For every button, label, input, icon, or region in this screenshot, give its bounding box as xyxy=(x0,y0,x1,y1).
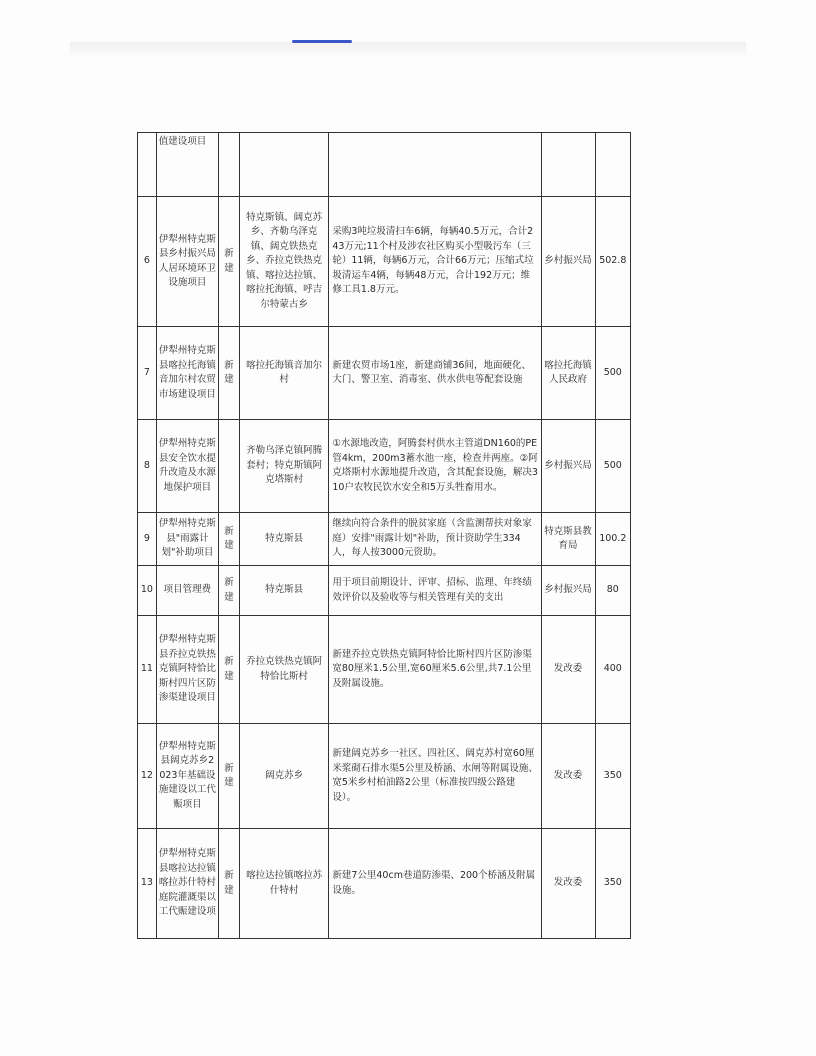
fund-amount: 500 xyxy=(595,327,630,420)
row-number: 13 xyxy=(138,829,157,939)
table-row xyxy=(138,513,631,566)
construction-content: 新建乔拉克铁热克镇阿特恰比斯村四片区防渗渠宽80厘米1.5公里,宽60厘米5.6公里,共7.1公里及附属设施。 xyxy=(329,616,541,724)
responsible-unit: 发改委 xyxy=(541,724,595,829)
project-location: 阔克苏乡 xyxy=(239,724,328,829)
construction-type: 新建 xyxy=(219,829,240,939)
construction-content xyxy=(329,133,541,197)
project-name: 伊犁州特克斯县乡村振兴局人居环境环卫设施项目 xyxy=(156,197,218,327)
table-row xyxy=(138,724,631,829)
row-number: 10 xyxy=(138,566,157,616)
table-row xyxy=(138,197,631,327)
construction-content: 用于项目前期设计、评审、招标、监理、年终绩效评价以及验收等与相关管理有关的支出 xyxy=(329,566,541,616)
fund-amount: 350 xyxy=(595,829,630,939)
construction-content: 新建7公里40cm巷道防渗渠、200个桥涵及附属设施。 xyxy=(329,829,541,939)
construction-type: 新建 xyxy=(219,197,240,327)
construction-content: 继续向符合条件的脱贫家庭（含监测帮扶对象家庭）安排"雨露计划"补助，预计资助学生334人，每人按3000元资助。 xyxy=(329,513,541,566)
responsible-unit: 乡村振兴局 xyxy=(541,420,595,513)
construction-type xyxy=(219,420,240,513)
project-name: 伊犁州特克斯县喀拉托海镇音加尔村农贸市场建设项目 xyxy=(156,327,218,420)
table-row xyxy=(138,133,631,197)
project-location: 特克斯县 xyxy=(239,513,328,566)
responsible-unit xyxy=(541,133,595,197)
project-table xyxy=(137,132,631,939)
fund-amount: 502.8 xyxy=(595,197,630,327)
project-name: 伊犁州特克斯县喀拉达拉镇喀拉苏什特村庭院灌溉渠以工代赈建设项 xyxy=(156,829,218,939)
fund-amount: 100.2 xyxy=(595,513,630,566)
construction-type: 新建 xyxy=(219,327,240,420)
project-location: 喀拉托海镇音加尔村 xyxy=(239,327,328,420)
table-row xyxy=(138,566,631,616)
project-name: 伊犁州特克斯县乔拉克铁热克镇阿特恰比斯村四片区防渗渠建设项目 xyxy=(156,616,218,724)
construction-content: 新建阔克苏乡一社区、四社区、阔克苏村宽60厘米浆砌石排水渠5公里及桥涵、水闸等附属设施、宽5米乡村柏油路2公里（标准按四级公路建设）。 xyxy=(329,724,541,829)
ink-mark xyxy=(292,40,352,43)
construction-content: 新建农贸市场1座，新建商铺36间，地面硬化、大门、警卫室、消毒室、供水供电等配套设施 xyxy=(329,327,541,420)
responsible-unit: 发改委 xyxy=(541,616,595,724)
row-number: 6 xyxy=(138,197,157,327)
fund-amount: 500 xyxy=(595,420,630,513)
project-location: 特克斯镇、阔克苏乡、齐勒乌泽克镇、阔克铁热克乡、乔拉克铁热克镇、喀拉达拉镇、喀拉托海镇、呼吉尔特蒙古乡 xyxy=(239,197,328,327)
construction-type xyxy=(219,133,240,197)
construction-type: 新建 xyxy=(219,724,240,829)
fund-amount: 350 xyxy=(595,724,630,829)
row-number xyxy=(138,133,157,197)
project-location: 特克斯县 xyxy=(239,566,328,616)
row-number: 12 xyxy=(138,724,157,829)
row-number: 11 xyxy=(138,616,157,724)
table-row xyxy=(138,616,631,724)
project-name: 伊犁州特克斯县阔克苏乡2023年基础设施建设以工代赈项目 xyxy=(156,724,218,829)
responsible-unit: 喀拉托海镇人民政府 xyxy=(541,327,595,420)
responsible-unit: 乡村振兴局 xyxy=(541,566,595,616)
project-location: 乔拉克铁热克镇阿特恰比斯村 xyxy=(239,616,328,724)
fund-amount xyxy=(595,133,630,197)
construction-type: 新建 xyxy=(219,566,240,616)
scan-edge-band xyxy=(70,42,746,56)
responsible-unit: 乡村振兴局 xyxy=(541,197,595,327)
construction-type: 新建 xyxy=(219,513,240,566)
construction-content: 采购3吨垃圾清扫车6辆，每辆40.5万元，合计243万元;11个村及涉农社区购买小型吸污车（三轮）11辆，每辆6万元，合计66万元；压缩式垃圾清运车4辆，每辆48万元，合计192万元；维修工具1.8万元。 xyxy=(329,197,541,327)
row-number: 8 xyxy=(138,420,157,513)
row-number: 9 xyxy=(138,513,157,566)
fund-amount: 400 xyxy=(595,616,630,724)
project-name: 项目管理费 xyxy=(156,566,218,616)
project-name: 值建设项目 xyxy=(156,133,218,197)
project-location: 齐勒乌泽克镇阿腾套村；特克斯镇阿克塔斯村 xyxy=(239,420,328,513)
responsible-unit: 特克斯县教育局 xyxy=(541,513,595,566)
project-name: 伊犁州特克斯县安全饮水提升改造及水源地保护项目 xyxy=(156,420,218,513)
project-name: 伊犁州特克斯县"雨露计划"补助项目 xyxy=(156,513,218,566)
construction-content: ①水源地改造，阿腾套村供水主管道DN160的PE管4km，200m3蓄水池一座，检查井两座。②阿克塔斯村水源地提升改造，含其配套设施，解决310户农牧民饮水安全和5万头牲畜用水。 xyxy=(329,420,541,513)
table-row xyxy=(138,420,631,513)
project-location: 喀拉达拉镇喀拉苏什特村 xyxy=(239,829,328,939)
fund-amount: 80 xyxy=(595,566,630,616)
table-row xyxy=(138,327,631,420)
row-number: 7 xyxy=(138,327,157,420)
responsible-unit: 发改委 xyxy=(541,829,595,939)
construction-type: 新建 xyxy=(219,616,240,724)
table-row xyxy=(138,829,631,939)
project-location xyxy=(239,133,328,197)
